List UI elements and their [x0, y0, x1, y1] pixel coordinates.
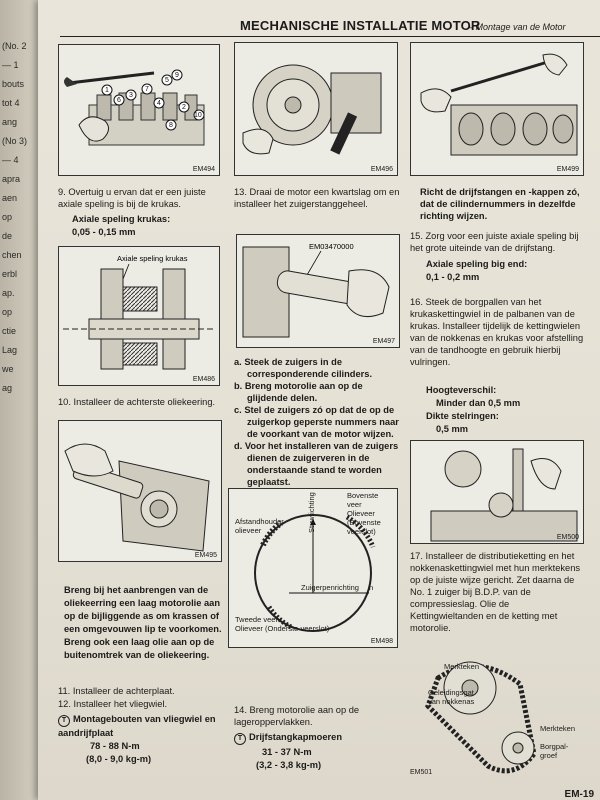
previous-page-text [0, 0, 38, 800]
torque-value-nm: 31 - 37 N-m [262, 747, 312, 757]
previous-page-fragment: op [2, 212, 13, 222]
svg-text:EM03470000: EM03470000 [309, 242, 354, 251]
timing-chain-diagram [408, 648, 584, 780]
height-diff-value: Minder dan 0,5 mm [436, 398, 521, 408]
label-mark-top: Merkteken [444, 662, 480, 671]
step-9: 9. Overtuig u ervan dat er een juiste axiale speling is bij de krukas. [58, 187, 206, 209]
step-12: 12. Installeer het vliegwiel. [58, 699, 168, 709]
header-rule [60, 36, 600, 37]
step-14: 14. Breng motorolie aan op de lageroppervlakken. [234, 705, 360, 727]
figure-em498 [228, 488, 398, 648]
previous-page-fragment: de [2, 231, 13, 241]
previous-page-fragment: op [2, 307, 13, 317]
previous-page-fragment: ang [2, 117, 18, 127]
figure-em500 [410, 440, 584, 544]
previous-page-fragment: Lag [2, 345, 18, 355]
step-13b: b. Breng motorolie aan op de glijdende delen. [234, 381, 363, 403]
figure-code: EM486 [192, 376, 215, 383]
label-spacer: Afstandhouder olieveer [235, 517, 284, 535]
step-13d: d. Voor het installeren van de zuigers dienen de zuigerveren in de onderstaande stand te worden geplaatst. [234, 441, 399, 487]
label-pin-direction: Zuigerpenrichting [301, 583, 359, 592]
torque-value-nm: 78 - 88 N-m [90, 741, 140, 751]
page-subtitle: – Montage van de Motor [468, 22, 566, 32]
svg-text:5: 5 [165, 77, 169, 84]
sprocket-alignment-illustration [411, 441, 583, 543]
previous-page-fragment: ap. [2, 288, 15, 298]
previous-page-fragment: ctie [2, 326, 17, 336]
page-number: EM-19 [564, 789, 594, 800]
conrod-cap-illustration [411, 43, 583, 175]
figure-em494 [58, 44, 220, 176]
flywheel-rotation-illustration [235, 43, 397, 175]
svg-text:Axiale speling krukas: Axiale speling krukas [117, 254, 188, 263]
piston-steps [234, 356, 404, 488]
torque-spec-flywheel [58, 713, 218, 739]
previous-page-fragment: (No 3) [2, 136, 28, 146]
step-15-spec-value: 0,1 - 0,2 mm [426, 272, 480, 282]
oil-seal-note: Breng bij het aanbrengen van de oliekeerring een laag motorolie aan op de bijliggende as om krassen of een omgevouwen lip te voorkomen. Breng ook een laag olie aan op de buitenomtrek van de oliekeering. [64, 585, 222, 660]
shim-thickness-value: 0,5 mm [436, 424, 469, 434]
svg-text:3: 3 [129, 92, 133, 99]
previous-page-fragment: — 4 [2, 155, 19, 165]
step-16: 16. Steek de borgpallen van het krukaskettingwiel in de palbanen van de krukas. Installeer tijdelijk de kettingwielen van de nokkenas en krukas voor afstelling van de tandhoogte en gebruik hierbij vulringen. [410, 297, 584, 367]
label-top-ring: Bovenste veer Olieveer (Bovenste veerslot) [347, 491, 381, 536]
step-15: 15. Zorg voor een juiste axiale speling bij het grote uiteinde van de drijfstang. [410, 231, 579, 253]
label-second-ring: Tweede veer Olieveer (Onderste veerslot) [235, 615, 330, 633]
previous-page-fragment: apra [2, 174, 21, 184]
step-9-spec-label: Axiale speling krukas: [72, 214, 171, 224]
step-10: 10. Installeer de achterste oliekeering. [58, 397, 216, 407]
label-thrust: Stuwrichting [307, 492, 316, 533]
figure-em496 [234, 42, 398, 176]
svg-text:9: 9 [175, 72, 179, 79]
figure-em499 [410, 42, 584, 176]
height-diff-label: Hoogteverschil: [426, 385, 497, 395]
previous-page-fragment: we [2, 364, 14, 374]
torque-icon: T [234, 733, 246, 745]
figure-em486 [58, 246, 220, 386]
step-15-spec-label: Axiale speling big end: [426, 259, 528, 269]
label-key-groove: Borgpal- groef [540, 742, 569, 760]
label-guide-hole: Geleidingsgat van nokkenas [428, 688, 475, 706]
figure-em501 [408, 648, 584, 780]
previous-page-fragment: erbl [2, 269, 18, 279]
torque-spec-conrod [234, 731, 342, 745]
crankshaft-measure-illustration [59, 45, 219, 175]
torque-value-kgm: (8,0 - 9,0 kg-m) [86, 754, 152, 764]
svg-text:10: 10 [194, 112, 202, 119]
torque-icon: T [58, 715, 70, 727]
step-13a: a. Steek de zuigers in de corresponderende cilinders. [234, 357, 373, 379]
figure-code: EM497 [372, 338, 395, 345]
torque-label: Drijfstangkapmoeren [249, 732, 342, 742]
step-13c: c. Stel de zuigers zó op dat de op de zuigerkop geperste nummers naar de voorkant van de motor wijzen. [234, 405, 399, 439]
figure-code: EM500 [556, 534, 579, 541]
figure-code: EM494 [192, 166, 215, 173]
previous-page-fragment: ag [2, 383, 13, 393]
figure-code: EM501 [410, 769, 433, 776]
step-9-spec-value: 0,05 - 0,15 mm [72, 227, 136, 237]
oil-seal-install-illustration [59, 421, 221, 561]
svg-text:2: 2 [182, 104, 186, 111]
svg-text:1: 1 [105, 87, 109, 94]
previous-page-fragment: (No. 2 [2, 41, 27, 51]
previous-page-fragment: — 1 [2, 60, 19, 70]
previous-page-fragment: tot 4 [2, 98, 20, 108]
step-11: 11. Installeer de achterplaat. [58, 686, 175, 696]
label-n: n [369, 583, 374, 592]
step-17: 17. Installeer de distributieketting en het nokkenaskettingwiel met hun merktekens op de juiste wijze gericht. Zet daarna de No. 1 zuiger bij B.D.P. van de compressieslag. Olie de Kettingwieltanden en de ketting met motorolie. [410, 551, 581, 633]
svg-text:6: 6 [117, 97, 121, 104]
torque-label: Montagebouten van vliegwiel en aandrijfplaat [58, 714, 216, 738]
piston-install-illustration [237, 235, 399, 347]
axial-play-diagram [59, 247, 219, 385]
conrod-caption: Richt de drijfstangen en -kappen zó, dat de cilindernummers in dezelfde richting wijzen. [420, 187, 580, 221]
figure-code: EM498 [370, 638, 393, 645]
previous-page-fragment: chen [2, 250, 22, 260]
previous-page-fragment: bouts [2, 79, 25, 89]
figure-code: EM499 [556, 166, 579, 173]
svg-text:7: 7 [145, 86, 149, 93]
svg-text:4: 4 [157, 100, 161, 107]
previous-page-fragment: aen [2, 193, 18, 203]
shim-thickness-label: Dikte stelringen: [426, 411, 499, 421]
label-mark-right: Merkteken [540, 724, 576, 733]
svg-text:8: 8 [169, 122, 173, 129]
figure-code: EM496 [370, 166, 393, 173]
figure-code: EM495 [194, 552, 217, 559]
figure-em495 [58, 420, 222, 562]
step-13: 13. Draai de motor een kwartslag om en installeer het zuigerstanggeheel. [234, 187, 400, 209]
page-title: MECHANISCHE INSTALLATIE MOTOR [240, 18, 481, 33]
torque-value-kgm: (3,2 - 3,8 kg-m) [256, 760, 322, 770]
figure-em497 [236, 234, 400, 348]
